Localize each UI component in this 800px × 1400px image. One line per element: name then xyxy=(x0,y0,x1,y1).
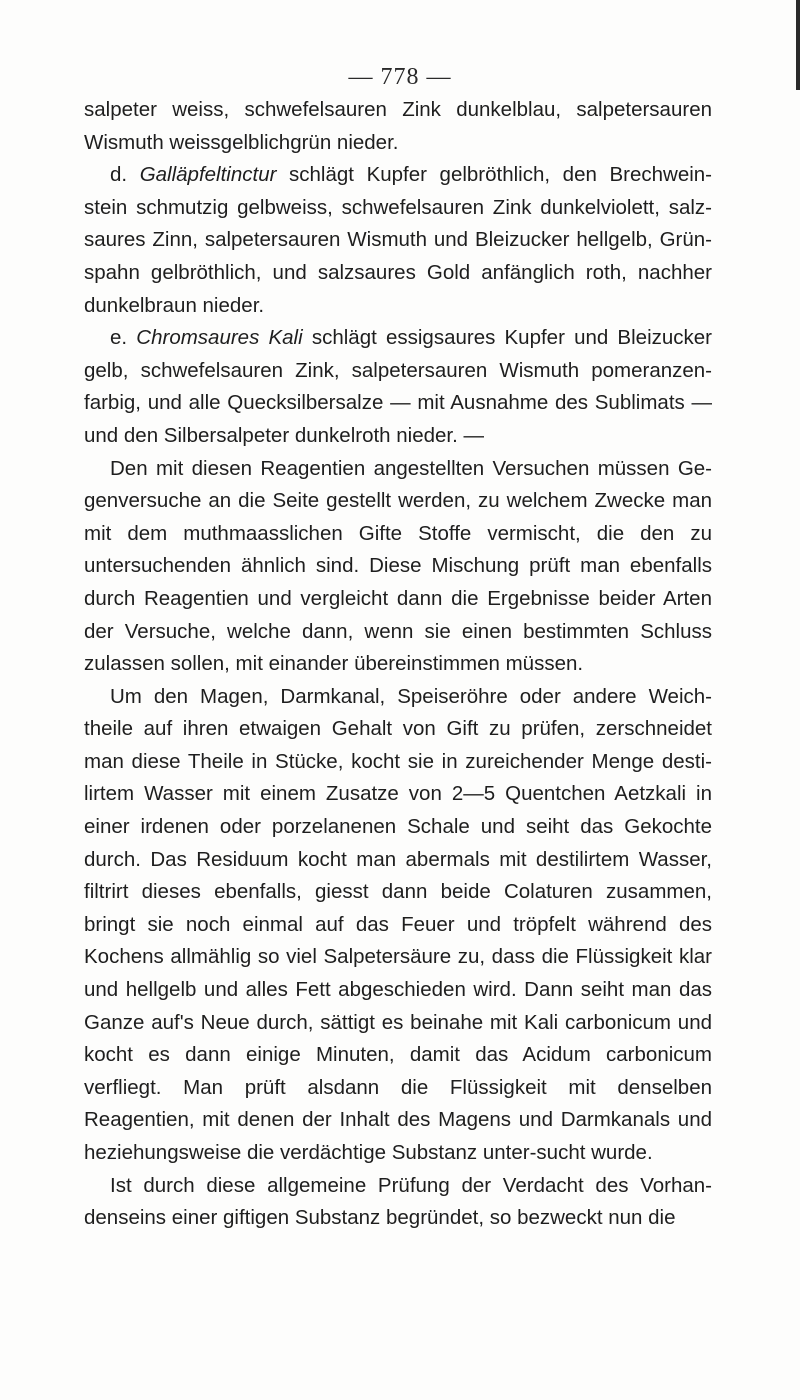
paragraph-text: Um den Magen, Darmkanal, Speiseröhre oder andere Weich-theile auf ihren etwaigen Gehalt von Gift zu prüfen, zerschneidet man diese Theile in Stücke, kocht sie in zureichender Menge desti-lirtem Wasser mit einem Zusatze von 2—5 Quentchen Aetzkali in einer irdenen oder porzelanenen Schale und seiht das Gekochte durch. Das Residuum kocht man abermals mit destilirtem Wasser, filtrirt dieses ebenfalls, giesst dann beide Colaturen zusammen, bringt sie noch einmal auf das Feuer und tröpfelt während des Kochens allmählig so viel Salpetersäure zu, dass die Flüssigkeit klar und hellgelb und alles Fett abgeschieden wird. Dann seiht man das Ganze auf's Neue durch, sättigt es beinahe mit Kali carbonicum und kocht es dann einige Minuten, damit das Acidum carbonicum verfliegt. Man prüft alsdann die Flüssigkeit mit denselben Reagentien, mit denen der Inhalt des Magens und Darmkanals und heziehungsweise die verdächtige Substanz unter-sucht wurde. xyxy=(84,684,712,1164)
page-number: — 778 — xyxy=(348,64,452,90)
body-text xyxy=(84,94,712,1235)
reagent-name: Galläpfeltinctur xyxy=(139,163,277,187)
paragraph-text: Ist durch diese allgemeine Prüfung der Verdacht des Vorhan-denseins einer giftigen Substanz begründet, so bezweckt nun die xyxy=(84,1173,712,1230)
paragraph-gegenversuche xyxy=(84,453,712,681)
paragraph-text: Den mit diesen Reagentien angestellten Versuchen müssen Ge-genversuche an die Seite gestellt werden, zu welchem Zwecke man mit dem muthmaasslichen Gifte Stoffe vermischt, die den zu untersuchenden ähnlich sind. Diese Mischung prüft man ebenfalls durch Reagentien und vergleicht dann die Ergebnisse beider Arten der Versuche, welche dann, wenn sie einen bestimmten Schluss zulassen sollen, mit einander übereinstimmen müssen. xyxy=(84,456,712,676)
reagent-name: Chromsaures Kali xyxy=(136,326,303,350)
paragraph-text: schlägt essigsaures Kupfer und Bleizucker gelb, schwefelsauren Zink, salpetersauren Wismuth pomeranzen-farbig, und alle Quecksilbersalze — mit Ausnahme des Sublimats — und den Silbersalpeter dunkelroth nieder. — xyxy=(84,326,712,447)
item-letter: d. xyxy=(110,163,128,187)
paragraph-text: schlägt Kupfer gelbröthlich, den Brechwein-stein schmutzig gelbweiss, schwefelsauren Zink dunkelviolett, salz-saures Zinn, salpetersauren Wismuth und Bleizucker hellgelb, Grün-spahn gelbröthlich, und salzsaures Gold anfänglich roth, nachher dunkelbraun nieder. xyxy=(84,163,712,317)
paragraph-verdacht xyxy=(84,1170,712,1235)
paragraph-gallaepfeltinctur xyxy=(84,159,712,322)
paragraph-chromsaures-kali xyxy=(84,322,712,452)
paragraph-magen-untersuchung xyxy=(84,681,712,1170)
item-letter: e. xyxy=(110,326,128,350)
paragraph-text: salpeter weiss, schwefelsauren Zink dunkelblau, salpetersauren Wismuth weissgelblichgrün nieder. xyxy=(84,98,712,154)
paragraph-continuation xyxy=(84,94,712,159)
